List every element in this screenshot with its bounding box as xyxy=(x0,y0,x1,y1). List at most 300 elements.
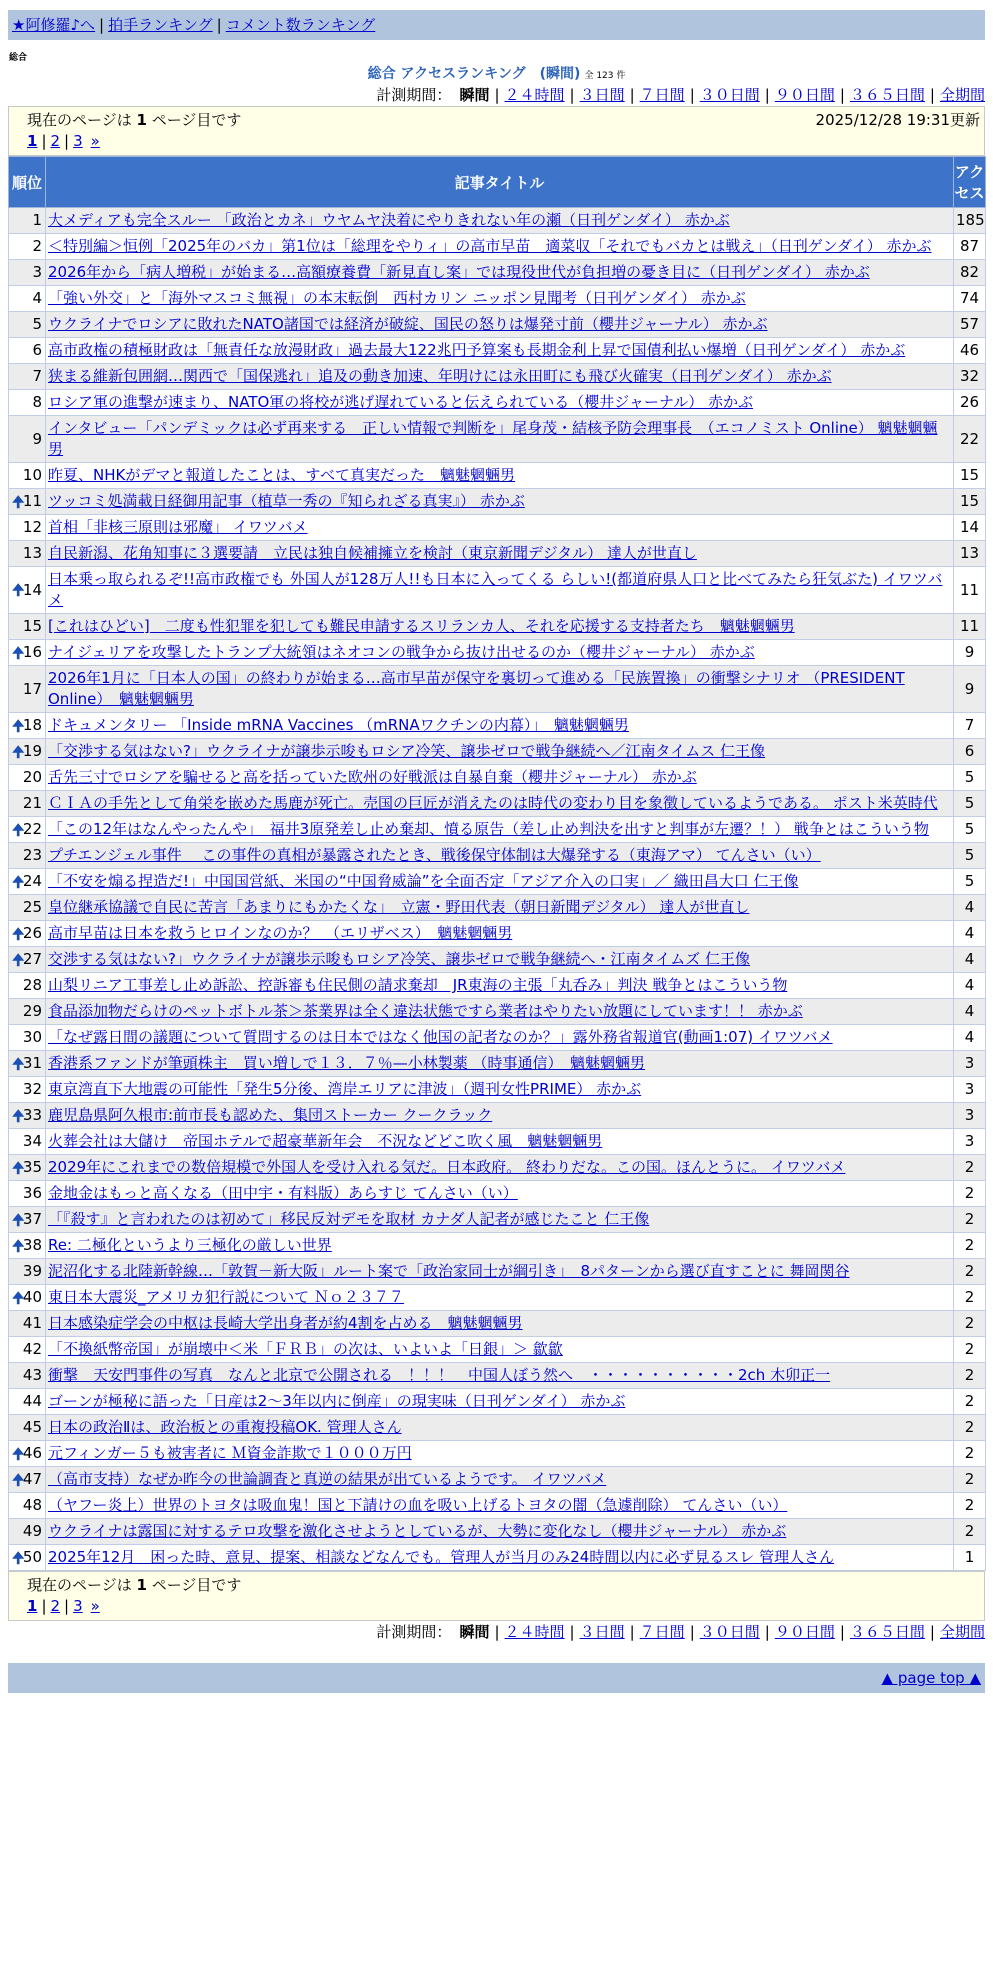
rank-cell xyxy=(9,1233,46,1259)
rank-number: 26 xyxy=(22,924,42,942)
rank-cell xyxy=(9,515,46,541)
table-row xyxy=(9,1103,986,1129)
table-row xyxy=(9,1285,986,1311)
period-separator: | xyxy=(689,86,695,104)
rank-cell xyxy=(9,1285,46,1311)
pager-page-2[interactable]: 2 xyxy=(50,1597,61,1615)
period-label: 計測期間： xyxy=(376,86,452,104)
article-title-link[interactable]: 高市政権の積極財政は「無責任な放漫財政」過去最大122兆円予算案も長期金利上昇で国債利払い爆増（日刊ゲンダイ） 赤かぶ xyxy=(48,341,906,359)
period-separator: | xyxy=(569,86,575,104)
title-cell xyxy=(46,1337,954,1363)
table-row xyxy=(9,260,986,286)
title-cell xyxy=(46,614,954,640)
access-count-cell: 11 xyxy=(954,614,986,640)
article-title-link[interactable]: 香港系ファンドが筆頭株主 買い増しで１３．７％—小林製薬 （時事通信） 魑魅魍魎男 xyxy=(48,1054,645,1072)
pager-separator: | xyxy=(41,132,47,150)
article-title-link[interactable]: 舌先三寸でロシアを騙せると高を括っていた欧州の好戦派は自暴自棄（櫻井ジャーナル） 赤かぶ xyxy=(48,768,697,786)
article-title-link[interactable]: 2026年から「病人増税」が始まる…高額療養費「新見直し案」では現役世代が負担増の憂き目に（日刊ゲンダイ） 赤かぶ xyxy=(48,263,870,281)
access-count-cell: 15 xyxy=(954,489,986,515)
title-cell xyxy=(46,1389,954,1415)
table-row xyxy=(9,364,986,390)
title-cell xyxy=(46,869,954,895)
table-row xyxy=(9,1311,986,1337)
table-row xyxy=(9,1025,986,1051)
rank-cell xyxy=(9,791,46,817)
title-cell xyxy=(46,1363,954,1389)
title-cell xyxy=(46,567,954,614)
access-count-cell: 2 xyxy=(954,1493,986,1519)
rank-number: 9 xyxy=(32,429,42,448)
article-title-link[interactable]: 衝撃 天安門事件の写真 なんと北京で公開される ！！！ 中国人ぼう然へ ・・・・・・・・・・2ch 木卯正一 xyxy=(48,1366,831,1384)
access-count-cell: 82 xyxy=(954,260,986,286)
period-option-0[interactable]: ２４時間 xyxy=(504,1623,565,1641)
period-option-4[interactable]: ９０日間 xyxy=(774,86,835,104)
rank-cell xyxy=(9,1181,46,1207)
access-count-cell: 2 xyxy=(954,1363,986,1389)
article-title-link[interactable]: 自民新潟、花角知事に３選要請 立民は独自候補擁立を検討（東京新聞デジタル） 達人が世直し xyxy=(48,544,697,562)
period-option-0[interactable]: ２４時間 xyxy=(504,86,565,104)
article-title-link[interactable]: 2025年12月 困った時、意見、提案、相談などなんでも。管理人が当月のみ24時間以内に必ず見るスレ 管理人さん xyxy=(48,1548,835,1566)
access-count-cell: 5 xyxy=(954,791,986,817)
rank-number: 1 xyxy=(32,211,42,229)
article-title-link[interactable]: ツッコミ処満載日経御用記事（植草一秀の『知られざる真実』） 赤かぶ xyxy=(48,492,525,510)
article-title-link[interactable]: 昨夏、NHKがデマと報道したことは、すべて真実だった 魑魅魍魎男 xyxy=(48,466,516,484)
rank-up-arrow-icon: 🠉 xyxy=(12,1470,25,1489)
top-nav-bar xyxy=(8,10,985,40)
access-count-cell: 5 xyxy=(954,817,986,843)
current-page-number: 1 xyxy=(136,1576,147,1594)
title-cell xyxy=(46,895,954,921)
rank-cell xyxy=(9,1389,46,1415)
article-title-link[interactable]: 食品添加物だらけのペットボトル茶＞茶業界は全く違法状態ですら業者はやりたい放題にしています！！ 赤かぶ xyxy=(48,1002,803,1020)
nav-separator: | xyxy=(99,16,105,34)
access-count-cell: 32 xyxy=(954,364,986,390)
rank-number: 41 xyxy=(22,1314,42,1332)
article-title-link[interactable]: 交渉する気はない?」ウクライナが譲歩示唆もロシア冷笑、譲歩ゼロで戦争継続へ・江南タイムズ 仁王像 xyxy=(48,950,750,968)
article-title-link[interactable]: 「不換紙幣帝国」が崩壊中＜米「ＦＲＢ」の次は、いよいよ「日銀」＞ 歙歙 xyxy=(48,1340,563,1358)
title-cell xyxy=(46,739,954,765)
table-row xyxy=(9,1259,986,1285)
pager-page-current[interactable]: 1 xyxy=(27,1597,38,1615)
pager-page-3[interactable]: 3 xyxy=(73,1597,83,1615)
table-row xyxy=(9,791,986,817)
rank-cell xyxy=(9,416,46,463)
rank-number: 21 xyxy=(22,794,42,812)
rank-up-arrow-icon: 🠉 xyxy=(12,1210,25,1229)
rank-cell xyxy=(9,817,46,843)
access-count-cell: 26 xyxy=(954,390,986,416)
table-row xyxy=(9,1519,986,1545)
table-row xyxy=(9,567,986,614)
rank-number: 16 xyxy=(22,643,42,661)
rank-up-arrow-icon: 🠉 xyxy=(12,1444,25,1463)
rank-number: 19 xyxy=(22,742,42,760)
access-count-cell: 2 xyxy=(954,1467,986,1493)
title-cell xyxy=(46,489,954,515)
article-title-link[interactable]: プチエンジェル事件 この事件の真相が暴露されたとき、戦後保守体制は大爆発する（東海アマ） てんさい（い） xyxy=(48,846,821,864)
title-cell xyxy=(46,713,954,739)
article-title-link[interactable]: 元フィンガー５も被害者に Ｍ資金詐欺で１０００万円 xyxy=(48,1444,412,1462)
title-cell xyxy=(46,817,954,843)
article-title-link[interactable]: 狭まる維新包囲網…関西で「国保逃れ」追及の動き加速、年明けには永田町にも飛び火確実（日刊ゲンダイ） 赤かぶ xyxy=(48,367,832,385)
pager-page-3[interactable]: 3 xyxy=(73,132,83,150)
nav-separator: | xyxy=(216,16,222,34)
period-separator: | xyxy=(929,86,935,104)
title-cell xyxy=(46,1181,954,1207)
rank-up-arrow-icon: 🠉 xyxy=(12,1236,25,1255)
rank-up-arrow-icon: 🠉 xyxy=(12,872,25,891)
article-title-link[interactable]: インタビュー「パンデミックは必ず再来する 正しい情報で判断を」尾身茂・結核予防会理事長 （エコノミスト Online） 魑魅魍魎男 xyxy=(48,419,938,458)
rank-cell xyxy=(9,489,46,515)
title-column-header: 記事タイトル xyxy=(46,157,954,208)
title-cell xyxy=(46,947,954,973)
article-title-link[interactable]: 大メディアも完全スルー 「政治とカネ」ウヤムヤ決着にやりきれない年の瀬（日刊ゲンダイ） 赤かぶ xyxy=(48,211,730,229)
table-row xyxy=(9,312,986,338)
title-cell xyxy=(46,791,954,817)
rank-number: 10 xyxy=(22,466,42,484)
pager-next-link[interactable]: » xyxy=(90,132,100,150)
page-title xyxy=(8,64,985,84)
rank-cell xyxy=(9,364,46,390)
access-count-cell: 2 xyxy=(954,1285,986,1311)
article-title-link[interactable]: ドキュメンタリー 「Inside mRNA Vaccines （mRNAワクチンの内幕）」 魑魅魍魎男 xyxy=(48,716,629,734)
access-count-cell: 185 xyxy=(954,208,986,234)
rank-cell xyxy=(9,666,46,713)
rank-cell xyxy=(9,567,46,614)
rank-number: 24 xyxy=(22,872,42,890)
access-count-cell: 7 xyxy=(954,713,986,739)
rank-number: 35 xyxy=(22,1158,42,1176)
rank-cell xyxy=(9,390,46,416)
bottom-bar xyxy=(8,1663,985,1693)
article-title-link[interactable]: ゴーンが極秘に語った「日産は2～3年以内に倒産」の現実味（日刊ゲンダイ） 赤かぶ xyxy=(48,1392,626,1410)
table-row xyxy=(9,947,986,973)
rank-up-arrow-icon: 🠉 xyxy=(12,820,25,839)
period-option-1[interactable]: ３日間 xyxy=(579,1623,625,1641)
table-row xyxy=(9,1051,986,1077)
table-row xyxy=(9,234,986,260)
asyura-home-link[interactable]: ★阿修羅♪へ xyxy=(12,16,96,34)
rank-cell xyxy=(9,1519,46,1545)
period-separator: | xyxy=(569,1623,575,1641)
article-title-link[interactable]: 首相「非核三原則は邪魔」 イワツバメ xyxy=(48,518,308,536)
rank-cell xyxy=(9,286,46,312)
rank-number: 31 xyxy=(22,1054,42,1072)
article-title-link[interactable]: 日本乗っ取られるぞ!!高市政権でも 外国人が128万人!!も日本に入ってくる らしい!(都道府県人口と比べてみたら狂気ぶた) イワツバメ xyxy=(48,570,943,609)
table-row xyxy=(9,1337,986,1363)
rank-cell xyxy=(9,1363,46,1389)
article-title-link[interactable]: 山梨リニア工事差し止め訴訟、控訴審も住民側の請求棄却 JR東海の主張「丸呑み」判決 戦争とはこういう物 xyxy=(48,976,788,994)
rank-cell xyxy=(9,1051,46,1077)
rank-number: 28 xyxy=(22,976,42,994)
title-cell xyxy=(46,1077,954,1103)
title-cell xyxy=(46,416,954,463)
page-status: 現在のページは 1 ページ目です xyxy=(27,1576,242,1594)
article-title-link[interactable]: ＜特別編＞恒例「2025年のバカ」第1位は「総理をやりィ」の高市早苗 適菜収「それでもバカとは戦え」（日刊ゲンダイ） 赤かぶ xyxy=(48,237,932,255)
title-cell xyxy=(46,1155,954,1181)
updated-timestamp: 2025/12/28 19:31更新 xyxy=(815,111,980,129)
title-cell xyxy=(46,1493,954,1519)
article-title-link[interactable]: 鹿児島県阿久根市:前市長も認めた、集団ストーカー クークラック xyxy=(48,1106,493,1124)
access-count-cell: 2 xyxy=(954,1207,986,1233)
comment-ranking-link[interactable]: コメント数ランキング xyxy=(225,16,376,34)
access-count-cell: 4 xyxy=(954,1025,986,1051)
table-row xyxy=(9,843,986,869)
rank-cell xyxy=(9,895,46,921)
access-count-cell: 5 xyxy=(954,765,986,791)
ranking-table xyxy=(8,156,986,1571)
title-cell xyxy=(46,208,954,234)
title-cell xyxy=(46,1545,954,1571)
rank-number: 7 xyxy=(32,367,42,385)
rank-number: 38 xyxy=(22,1236,42,1254)
access-count-cell: 14 xyxy=(954,515,986,541)
period-option-6[interactable]: 全期間 xyxy=(939,86,985,104)
period-option-3[interactable]: ３０日間 xyxy=(699,86,760,104)
period-separator: | xyxy=(764,1623,770,1641)
rank-number: 42 xyxy=(22,1340,42,1358)
rank-number: 50 xyxy=(22,1548,42,1566)
article-title-link[interactable]: 「この12年はなんやったんや」 福井3原発差し止め棄却、憤る原告（差し止め判決を出すと判事が左遷？！） 戦争とはこういう物 xyxy=(48,820,929,838)
access-count-cell: 3 xyxy=(954,1103,986,1129)
access-count-cell: 46 xyxy=(954,338,986,364)
title-cell xyxy=(46,234,954,260)
access-count-cell: 4 xyxy=(954,999,986,1025)
article-title-link[interactable]: 火葬会社は大儲け 帝国ホテルで超豪華新年会 不況などどこ吹く風 魑魅魍魎男 xyxy=(48,1132,603,1150)
period-option-3[interactable]: ３０日間 xyxy=(699,1623,760,1641)
rank-number: 48 xyxy=(22,1496,42,1514)
page-status: 現在のページは 1 ページ目です xyxy=(27,111,242,129)
title-cell xyxy=(46,1103,954,1129)
table-row xyxy=(9,489,986,515)
rank-number: 29 xyxy=(22,1002,42,1020)
rank-cell xyxy=(9,921,46,947)
article-title-link[interactable]: 東日本大震災_アメリカ犯行説について Ｎｏ２３７７ xyxy=(48,1288,404,1306)
table-row xyxy=(9,869,986,895)
rank-number: 36 xyxy=(22,1184,42,1202)
period-selector-bottom xyxy=(8,1621,985,1643)
clap-ranking-link[interactable]: 拍手ランキング xyxy=(108,16,213,34)
period-separator: | xyxy=(764,86,770,104)
table-row xyxy=(9,338,986,364)
access-count-cell: 2 xyxy=(954,1415,986,1441)
table-row xyxy=(9,895,986,921)
access-count-cell: 2 xyxy=(954,1181,986,1207)
article-title-link[interactable]: ＣＩＡの手先として角栄を嵌めた馬鹿が死亡。売国の巨匠が消えたのは時代の変わり目を象徴しているようである。 ポスト米英時代 xyxy=(48,794,938,812)
access-count-cell: 6 xyxy=(954,739,986,765)
rank-number: 18 xyxy=(22,716,42,734)
article-title-link[interactable]: [これはひどい] 二度も性犯罪を犯しても難民申請するスリランカ人、それを応援する支持者たち 魑魅魍魎男 xyxy=(48,617,795,635)
rank-up-arrow-icon: 🠉 xyxy=(12,581,25,599)
rank-cell xyxy=(9,739,46,765)
article-title-link[interactable]: 日本の政治Ⅱは、政治板との重複投稿OK. 管理人さん xyxy=(48,1418,402,1436)
rank-cell xyxy=(9,1467,46,1493)
rank-cell xyxy=(9,463,46,489)
table-row xyxy=(9,390,986,416)
title-cell xyxy=(46,640,954,666)
pager-separator: | xyxy=(64,1597,70,1615)
rank-number: 13 xyxy=(22,544,42,562)
article-title-link[interactable]: （高市支持）なぜか昨今の世論調査と真逆の結果が出ているようです。 イワツバメ xyxy=(48,1470,607,1488)
title-cell xyxy=(46,338,954,364)
rank-number: 25 xyxy=(22,898,42,916)
title-cell xyxy=(46,921,954,947)
article-title-link[interactable]: ウクライナでロシアに敗れたNATO諸国では経済が破綻、国民の怒りは爆発寸前（櫻井ジャーナル） 赤かぶ xyxy=(48,315,768,333)
article-title-link[interactable]: 泥沼化する北陸新幹線…「敦賀－新大阪」ルート案で「政治家同士が綱引き」 8パターンから選び直すことに 舞岡関谷 xyxy=(48,1262,850,1280)
page xyxy=(8,10,985,1693)
rank-cell xyxy=(9,999,46,1025)
rank-cell xyxy=(9,1077,46,1103)
pager-page-current[interactable]: 1 xyxy=(27,132,38,150)
table-row xyxy=(9,1545,986,1571)
rank-number: 14 xyxy=(22,580,42,599)
rank-cell xyxy=(9,1311,46,1337)
page-info-box-bottom xyxy=(8,1571,985,1621)
pager-separator: | xyxy=(41,1597,47,1615)
pager-next-link[interactable]: » xyxy=(90,1597,100,1615)
table-row xyxy=(9,1467,986,1493)
article-title-link[interactable]: Re: 二極化というより三極化の厳しい世界 xyxy=(48,1236,332,1254)
title-cell xyxy=(46,260,954,286)
rank-number: 43 xyxy=(22,1366,42,1384)
pager-page-2[interactable]: 2 xyxy=(50,132,61,150)
rank-up-arrow-icon: 🠉 xyxy=(12,643,25,662)
title-cell xyxy=(46,312,954,338)
period-option-4[interactable]: ９０日間 xyxy=(774,1623,835,1641)
title-cell xyxy=(46,1311,954,1337)
access-count-cell: 4 xyxy=(954,921,986,947)
period-option-1[interactable]: ３日間 xyxy=(579,86,625,104)
pager-separator: | xyxy=(64,132,70,150)
title-cell xyxy=(46,1051,954,1077)
table-row xyxy=(9,1155,986,1181)
period-separator: | xyxy=(839,86,845,104)
article-title-link[interactable]: （ヤフー炎上）世界のトヨタは吸血鬼！国と下請けの血を吸い上げるトヨタの闇（急遽削除） てんさい（い） xyxy=(48,1496,788,1514)
title-cell xyxy=(46,1285,954,1311)
article-title-link[interactable]: 「なぜ露日間の議題について質問するのは日本ではなく他国の記者なのか？」露外務省報道官(動画1:07) イワツバメ xyxy=(48,1028,833,1046)
rank-number: 8 xyxy=(32,393,42,411)
period-current: 瞬間 xyxy=(459,1623,490,1641)
rank-number: 37 xyxy=(22,1210,42,1228)
rank-up-arrow-icon: 🠉 xyxy=(12,1548,25,1567)
title-cell xyxy=(46,973,954,999)
ranking-table-body xyxy=(9,208,986,1571)
period-option-2[interactable]: ７日間 xyxy=(639,1623,685,1641)
table-row xyxy=(9,515,986,541)
rank-cell xyxy=(9,1025,46,1051)
article-title-link[interactable]: 「強い外交」と「海外マスコミ無視」の本末転倒 西村カリン ニッポン見聞考（日刊ゲンダイ） 赤かぶ xyxy=(48,289,746,307)
title-cell xyxy=(46,390,954,416)
rank-up-arrow-icon: 🠉 xyxy=(12,1106,25,1125)
article-title-link[interactable]: ナイジェリアを攻撃したトランプ大統領はネオコンの戦争から抜け出せるのか（櫻井ジャーナル） 赤かぶ xyxy=(48,643,755,661)
rank-cell xyxy=(9,208,46,234)
access-count-cell: 5 xyxy=(954,869,986,895)
title-cell xyxy=(46,1259,954,1285)
rank-up-arrow-icon: 🠉 xyxy=(12,716,25,735)
article-title-link[interactable]: 2026年1月に「日本人の国」の終わりが始まる…高市早苗が保守を裏切って進める「民族置換」の衝撃シナリオ （PRESIDENT Online） 魑魅魍魎男 xyxy=(48,669,905,708)
article-title-link[interactable]: ロシア軍の進撃が速まり、NATO軍の将校が逃げ遅れていると伝えられている（櫻井ジャーナル） 赤かぶ xyxy=(48,393,754,411)
rank-up-arrow-icon: 🠉 xyxy=(12,1288,25,1307)
rank-cell xyxy=(9,260,46,286)
article-title-link[interactable]: 高市早苗は日本を救うヒロインなのか？ （エリザベス） 魑魅魍魎男 xyxy=(48,924,513,942)
period-separator: | xyxy=(494,1623,500,1641)
rank-number: 30 xyxy=(22,1028,42,1046)
title-cell xyxy=(46,1025,954,1051)
access-count-cell: 57 xyxy=(954,312,986,338)
article-title-link[interactable]: ウクライナは露国に対するテロ攻撃を激化させようとしているが、大勢に変化なし（櫻井ジャーナル） 赤かぶ xyxy=(48,1522,787,1540)
rank-number: 46 xyxy=(22,1444,42,1462)
article-title-link[interactable]: 金地金はもっと高くなる（田中宇・有料版）あらすじ てんさい（い） xyxy=(48,1184,518,1202)
rank-number: 3 xyxy=(32,263,42,281)
title-cell xyxy=(46,541,954,567)
period-option-2[interactable]: ７日間 xyxy=(639,86,685,104)
article-title-link[interactable]: 「『殺す』と言われたのは初めて」移民反対デモを取材 カナダ人記者が感じたこと 仁王像 xyxy=(48,1210,650,1228)
category-label: 総合 xyxy=(9,53,28,63)
table-row xyxy=(9,666,986,713)
rank-cell xyxy=(9,1155,46,1181)
rank-up-arrow-icon: 🠉 xyxy=(12,1158,25,1177)
title-cell xyxy=(46,1467,954,1493)
access-count-cell: 2 xyxy=(954,1389,986,1415)
article-title-link[interactable]: 「不安を煽る捏造だ!」中国国営紙、米国の“中国脅威論”を全面否定「アジア介入の口実」／ 織田昌大口 仁王像 xyxy=(48,872,799,890)
pager-top xyxy=(27,132,978,150)
rank-cell xyxy=(9,1493,46,1519)
title-cell xyxy=(46,1415,954,1441)
table-row xyxy=(9,541,986,567)
rank-cell xyxy=(9,1259,46,1285)
rank-number: 34 xyxy=(22,1132,42,1150)
article-title-link[interactable]: 2029年にこれまでの数倍規模で外国人を受け入れる気だ。日本政府。 終わりだな。この国。ほんとうに。 イワツバメ xyxy=(48,1158,846,1176)
article-title-link[interactable]: 皇位継承協議で自民に苦言「あまりにもかたくな」 立憲・野田代表（朝日新聞デジタル） 達人が世直し xyxy=(48,898,750,916)
table-row xyxy=(9,286,986,312)
rank-up-arrow-icon: 🠉 xyxy=(12,742,25,761)
period-separator: | xyxy=(839,1623,845,1641)
table-row xyxy=(9,1363,986,1389)
access-count-cell: 1 xyxy=(954,1545,986,1571)
title-cell xyxy=(46,515,954,541)
period-option-6[interactable]: 全期間 xyxy=(939,1623,985,1641)
rank-cell xyxy=(9,947,46,973)
period-option-5[interactable]: ３６５日間 xyxy=(849,86,925,104)
title-cell xyxy=(46,364,954,390)
article-title-link[interactable]: 日本感染症学会の中枢は長崎大学出身者が約4割を占める 魑魅魍魎男 xyxy=(48,1314,523,1332)
table-row xyxy=(9,1129,986,1155)
current-page-number: 1 xyxy=(136,111,147,129)
access-count-cell: 9 xyxy=(954,640,986,666)
rank-number: 47 xyxy=(22,1470,42,1488)
access-count-cell: 2 xyxy=(954,1311,986,1337)
pager-bottom xyxy=(27,1597,978,1615)
table-row xyxy=(9,1207,986,1233)
rank-number: 15 xyxy=(22,617,42,635)
article-title-link[interactable]: 「交渉する気はない?」ウクライナが譲歩示唆もロシア冷笑、譲歩ゼロで戦争継続へ／江南タイムス 仁王像 xyxy=(48,742,765,760)
rank-cell xyxy=(9,1103,46,1129)
title-cell xyxy=(46,463,954,489)
article-title-link[interactable]: 東京湾直下大地震の可能性「発生5分後、湾岸エリアに津波」（週刊女性PRIME） 赤かぶ xyxy=(48,1080,642,1098)
rank-cell xyxy=(9,765,46,791)
access-count-cell: 3 xyxy=(954,1129,986,1155)
rank-number: 5 xyxy=(32,315,42,333)
title-cell xyxy=(46,1207,954,1233)
table-header-row xyxy=(9,157,986,208)
period-option-5[interactable]: ３６５日間 xyxy=(849,1623,925,1641)
title-cell xyxy=(46,666,954,713)
rank-number: 32 xyxy=(22,1080,42,1098)
rank-number: 2 xyxy=(32,237,42,255)
page-top-link[interactable]: ▲ page top ▲ xyxy=(881,1669,981,1687)
table-row xyxy=(9,817,986,843)
rank-cell xyxy=(9,1337,46,1363)
